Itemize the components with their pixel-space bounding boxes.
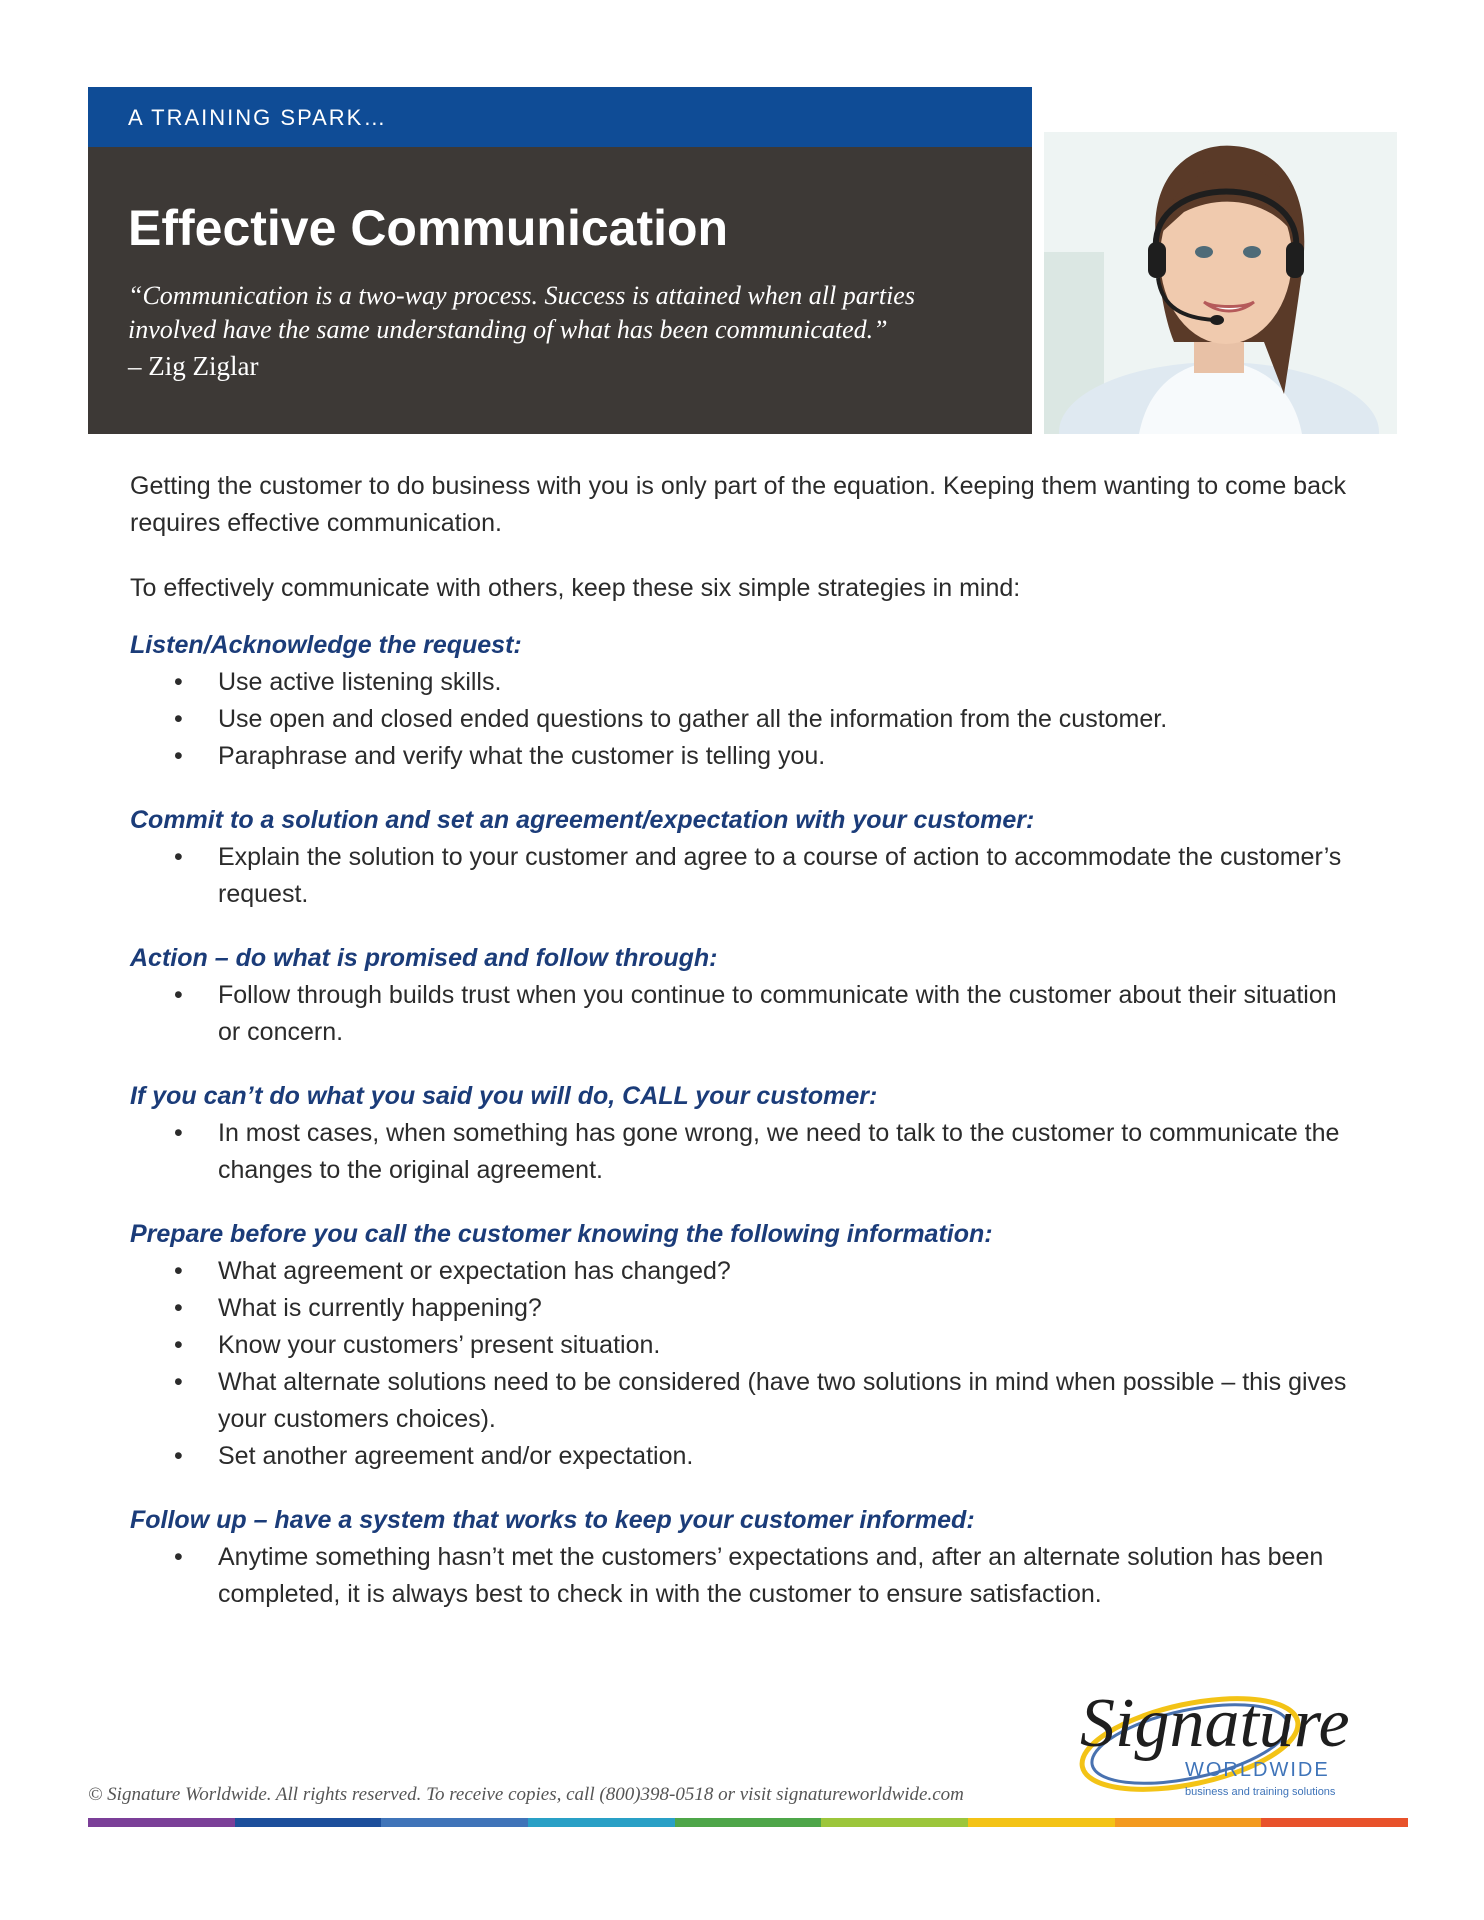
list-item: • Use active listening skills.	[218, 664, 1350, 701]
list-item: • Set another agreement and/or expectation.	[218, 1438, 1350, 1475]
headset-agent-photo	[1044, 132, 1397, 434]
list-item: • In most cases, when something has gone wrong, we need to talk to the customer to communicate the changes to the original agreement.	[218, 1115, 1350, 1189]
intro-paragraph: Getting the customer to do business with you is only part of the equation. Keeping them wanting to come back requires effective communication.	[130, 472, 1346, 537]
list-item: • Paraphrase and verify what the customer is telling you.	[218, 738, 1350, 775]
bullet-list	[130, 1253, 1350, 1475]
bullet-list	[130, 1115, 1350, 1189]
section-heading: Commit to a solution and set an agreement/expectation with your customer:	[130, 806, 1035, 834]
rainbow-segment	[528, 1818, 675, 1827]
rainbow-segment	[675, 1818, 822, 1827]
rainbow-segment	[381, 1818, 528, 1827]
list-item: • What agreement or expectation has changed?	[218, 1253, 1350, 1290]
bullet-list	[130, 839, 1350, 913]
logo-tagline: business and training solutions	[1185, 1786, 1336, 1798]
rainbow-segment	[235, 1818, 382, 1827]
quote-author: – Zig Ziglar	[128, 351, 259, 381]
section-heading: Follow up – have a system that works to keep your customer informed:	[130, 1506, 975, 1534]
list-item: • Follow through builds trust when you continue to communicate with the customer about their situation or concern.	[218, 977, 1350, 1051]
logo-subtitle: WORLDWIDE	[1185, 1759, 1330, 1781]
rainbow-segment	[1261, 1818, 1408, 1827]
bullet-list	[130, 977, 1350, 1051]
header-label: A TRAINING SPARK…	[128, 105, 388, 130]
signature-worldwide-logo	[1060, 1674, 1410, 1806]
header-band	[88, 87, 1032, 147]
list-item: • Explain the solution to your customer and agree to a course of action to accommodate the customer’s request.	[218, 839, 1350, 913]
rainbow-segment	[1115, 1818, 1262, 1827]
rainbow-segment	[88, 1818, 235, 1827]
title-block	[88, 147, 1032, 434]
intro-paragraph: To effectively communicate with others, keep these six simple strategies in mind:	[130, 574, 1021, 602]
list-item: • What alternate solutions need to be considered (have two solutions in mind when possible – this gives your customers choices).	[218, 1364, 1350, 1438]
section-heading: Listen/Acknowledge the request:	[130, 631, 522, 659]
section-heading: Prepare before you call the customer knowing the following information:	[130, 1220, 993, 1248]
list-item: • Use open and closed ended questions to gather all the information from the customer.	[218, 701, 1350, 738]
footer-copyright: © Signature Worldwide. All rights reserved. To receive copies, call (800)398-0518 or visit signatureworldwide.com	[88, 1784, 964, 1805]
list-item: • Anytime something hasn’t met the customers’ expectations and, after an alternate solution has been completed, it is always best to check in with the customer to ensure satisfaction.	[218, 1539, 1350, 1613]
bullet-list	[130, 664, 1350, 775]
logo-wordmark: Signature	[1080, 1685, 1350, 1762]
list-item: • What is currently happening?	[218, 1290, 1350, 1327]
section-heading: If you can’t do what you said you will do, CALL your customer:	[130, 1082, 878, 1110]
quote-text: “Communication is a two-way process. Success is attained when all parties involved have the same understanding of what has been communicated.”	[128, 281, 915, 344]
rainbow-segment	[968, 1818, 1115, 1827]
photo-illustration	[1044, 132, 1397, 434]
list-item: • Know your customers’ present situation.	[218, 1327, 1350, 1364]
rainbow-segment	[821, 1818, 968, 1827]
section-heading: Action – do what is promised and follow through:	[130, 944, 718, 972]
page-title: Effective Communication	[128, 200, 729, 256]
bullet-list	[130, 1539, 1350, 1613]
rainbow-footer-bar	[88, 1818, 1408, 1827]
body-content	[130, 468, 1350, 1640]
